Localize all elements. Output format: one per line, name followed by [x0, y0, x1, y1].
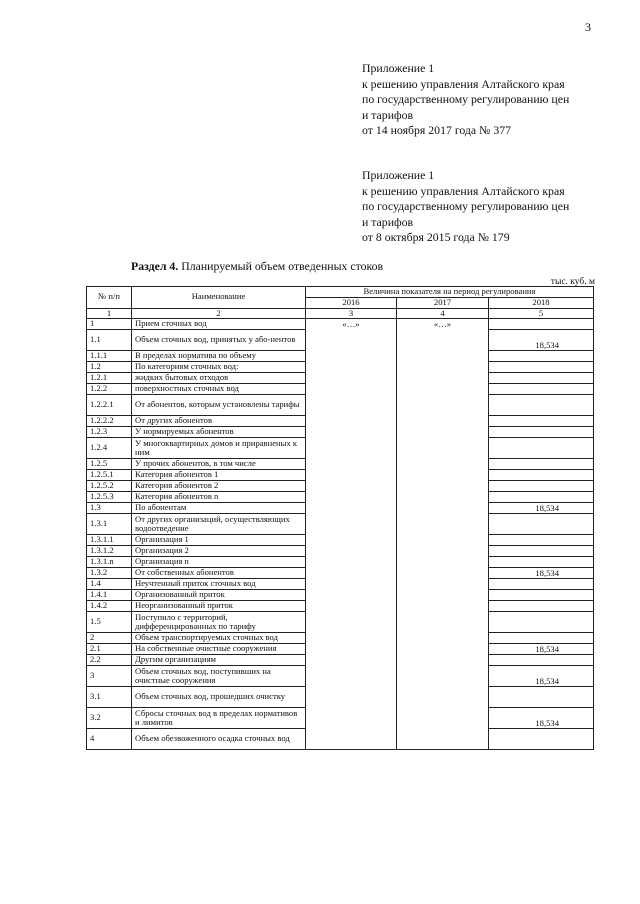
table-row	[87, 492, 594, 503]
header-year: 2016	[306, 297, 397, 308]
annex-title: Приложение 1	[362, 168, 435, 182]
row-number: 3	[87, 666, 132, 687]
header-period: Величина показателя на период регулирования	[306, 287, 594, 298]
annex-current-amendment	[362, 61, 569, 139]
value-2016	[306, 470, 397, 481]
row-number: 1.2.2	[87, 384, 132, 395]
value-2016	[306, 362, 397, 373]
value-2017	[397, 557, 489, 568]
value-2016	[306, 438, 397, 459]
value-2018	[489, 590, 594, 601]
row-name: Прием сточных вод	[132, 319, 306, 330]
row-number: 3.1	[87, 687, 132, 708]
row-number: 1.3.2	[87, 568, 132, 579]
value-2017	[397, 481, 489, 492]
table-row	[87, 395, 594, 416]
row-name: Организованный приток	[132, 590, 306, 601]
value-2016	[306, 395, 397, 416]
table-row	[87, 514, 594, 535]
row-number: 2	[87, 633, 132, 644]
row-number: 2.2	[87, 655, 132, 666]
row-name: Категория абонентов 1	[132, 470, 306, 481]
table-row	[87, 612, 594, 633]
value-2017	[397, 612, 489, 633]
table-row	[87, 470, 594, 481]
wastewater-volume-table	[86, 286, 594, 750]
value-2018	[489, 514, 594, 535]
value-2016	[306, 481, 397, 492]
annex-line: по государственному регулированию цен	[362, 199, 570, 214]
value-2016	[306, 644, 397, 655]
value-2018	[489, 395, 594, 416]
section-heading	[131, 259, 383, 274]
value-2018	[489, 416, 594, 427]
value-2016	[306, 351, 397, 362]
value-2016	[306, 655, 397, 666]
table-row	[87, 601, 594, 612]
annex-title: Приложение 1	[362, 61, 435, 75]
value-2018	[489, 557, 594, 568]
header-name: Наименование	[132, 287, 306, 309]
row-number: 1.3.1.1	[87, 535, 132, 546]
table-row	[87, 427, 594, 438]
value-2016	[306, 373, 397, 384]
row-name: Сбросы сточных вод в пределах нормативов и лимитов	[132, 708, 306, 729]
unit-label: тыс. куб. м	[550, 277, 595, 287]
row-name: Другим организациям	[132, 655, 306, 666]
row-number: 1.2.1	[87, 373, 132, 384]
row-name: На собственные очистные сооружения	[132, 644, 306, 655]
annex-previous-decision	[362, 168, 569, 246]
table-row	[87, 579, 594, 590]
header-year: 2018	[489, 297, 594, 308]
table-row	[87, 535, 594, 546]
row-name: От других абонентов	[132, 416, 306, 427]
value-2016: «…»	[306, 319, 397, 330]
value-2016	[306, 633, 397, 644]
row-name: От других организаций, осуществляющих водоотведение	[132, 514, 306, 535]
row-number: 1.2.2.1	[87, 395, 132, 416]
value-2018	[489, 459, 594, 470]
value-2017	[397, 644, 489, 655]
value-2018	[489, 546, 594, 557]
value-2017	[397, 373, 489, 384]
value-2017	[397, 590, 489, 601]
table-row	[87, 373, 594, 384]
row-number: 1.5	[87, 612, 132, 633]
table-body	[87, 319, 594, 750]
table-row	[87, 384, 594, 395]
value-2016	[306, 601, 397, 612]
value-2018	[489, 384, 594, 395]
annex-line: к решению управления Алтайского края	[362, 183, 565, 198]
table-row	[87, 644, 594, 655]
row-number: 1.3	[87, 503, 132, 514]
page-number: 3	[585, 20, 591, 34]
value-2018	[489, 427, 594, 438]
table-row	[87, 330, 594, 351]
value-2018	[489, 729, 594, 750]
value-2018	[489, 470, 594, 481]
column-number: 5	[489, 308, 594, 319]
table-row	[87, 438, 594, 459]
value-2017	[397, 503, 489, 514]
table-row	[87, 481, 594, 492]
annex-line: к решению управления Алтайского края	[362, 76, 565, 91]
row-name: Объем обезвоженного осадка сточных вод	[132, 729, 306, 750]
table-row	[87, 459, 594, 470]
value-2016	[306, 459, 397, 470]
value-2018	[489, 579, 594, 590]
row-name: У многоквартирных домов и приравненых к ним	[132, 438, 306, 459]
row-name: Объем транспортируемых сточных вод	[132, 633, 306, 644]
value-2018	[489, 351, 594, 362]
annex-line: и тарифов	[362, 214, 414, 229]
row-number: 1.3.1.2	[87, 546, 132, 557]
row-name: Объем сточных вод, поступивших на очистные сооружения	[132, 666, 306, 687]
table-row	[87, 319, 594, 330]
value-2018	[489, 612, 594, 633]
table-row	[87, 590, 594, 601]
value-2016	[306, 568, 397, 579]
table-row	[87, 503, 594, 514]
row-name: Объем сточных вод, принятых у або-нентов	[132, 330, 306, 351]
value-2016	[306, 384, 397, 395]
row-number: 1.1	[87, 330, 132, 351]
value-2017	[397, 729, 489, 750]
value-2017	[397, 687, 489, 708]
value-2018: 18,534	[489, 568, 594, 579]
value-2016	[306, 557, 397, 568]
row-name: Категория абонентов n	[132, 492, 306, 503]
value-2017	[397, 395, 489, 416]
table-row	[87, 687, 594, 708]
row-number: 1.4	[87, 579, 132, 590]
value-2017	[397, 633, 489, 644]
table-row	[87, 729, 594, 750]
value-2018	[489, 687, 594, 708]
value-2017	[397, 708, 489, 729]
value-2016	[306, 729, 397, 750]
row-number: 1.2.5.3	[87, 492, 132, 503]
value-2017	[397, 655, 489, 666]
row-number: 1.3.1.n	[87, 557, 132, 568]
value-2017	[397, 535, 489, 546]
value-2016	[306, 666, 397, 687]
row-name: Объем сточных вод, прошедших очистку	[132, 687, 306, 708]
value-2017	[397, 470, 489, 481]
row-number: 1.2.3	[87, 427, 132, 438]
value-2016	[306, 427, 397, 438]
header-num: № п/п	[87, 287, 132, 309]
table-row	[87, 666, 594, 687]
value-2018	[489, 373, 594, 384]
value-2016	[306, 687, 397, 708]
column-number: 4	[397, 308, 489, 319]
row-name: Категория абонентов 2	[132, 481, 306, 492]
value-2017	[397, 514, 489, 535]
value-2017	[397, 601, 489, 612]
table-row	[87, 351, 594, 362]
column-number: 3	[306, 308, 397, 319]
row-number: 2.1	[87, 644, 132, 655]
row-number: 1.1.1	[87, 351, 132, 362]
value-2018	[489, 655, 594, 666]
row-number: 3.2	[87, 708, 132, 729]
value-2018	[489, 601, 594, 612]
value-2018: 18,534	[489, 330, 594, 351]
value-2017	[397, 351, 489, 362]
value-2018: 18,534	[489, 644, 594, 655]
annex-date: от 14 ноября 2017 года № 377	[362, 123, 512, 138]
section-title: Планируемый объем отведенных стоков	[181, 259, 384, 273]
table-row	[87, 708, 594, 729]
value-2017	[397, 330, 489, 351]
header-year: 2017	[397, 297, 489, 308]
table-row	[87, 633, 594, 644]
table-row	[87, 362, 594, 373]
value-2016	[306, 590, 397, 601]
row-name: жидких бытовых отходов	[132, 373, 306, 384]
row-number: 1.2.5.1	[87, 470, 132, 481]
row-number: 1.2.4	[87, 438, 132, 459]
annex-line: по государственному регулированию цен	[362, 92, 570, 107]
value-2016	[306, 579, 397, 590]
section-label: Раздел 4.	[131, 259, 179, 273]
row-number: 1.2.5	[87, 459, 132, 470]
row-number: 4	[87, 729, 132, 750]
row-number: 1.3.1	[87, 514, 132, 535]
row-name: Поступило с территорий, дифференцированных по тарифу	[132, 612, 306, 633]
row-number: 1	[87, 319, 132, 330]
value-2017	[397, 579, 489, 590]
value-2017	[397, 568, 489, 579]
value-2017: «…»	[397, 319, 489, 330]
value-2017	[397, 416, 489, 427]
value-2017	[397, 666, 489, 687]
row-name: У нормируемых абонентов	[132, 427, 306, 438]
value-2018	[489, 633, 594, 644]
value-2016	[306, 514, 397, 535]
value-2016	[306, 492, 397, 503]
value-2016	[306, 708, 397, 729]
row-name: Организация 2	[132, 546, 306, 557]
table-row	[87, 568, 594, 579]
annex-line: и тарифов	[362, 107, 414, 122]
row-number: 1.2	[87, 362, 132, 373]
row-name: Неорганизованный приток	[132, 601, 306, 612]
row-number: 1.4.2	[87, 601, 132, 612]
value-2017	[397, 384, 489, 395]
value-2016	[306, 612, 397, 633]
value-2017	[397, 362, 489, 373]
row-number: 1.2.2.2	[87, 416, 132, 427]
value-2018	[489, 481, 594, 492]
value-2018: 18,534	[489, 503, 594, 514]
value-2018	[489, 362, 594, 373]
value-2018: 18,534	[489, 708, 594, 729]
value-2016	[306, 503, 397, 514]
row-name: Неучтенный приток сточных вод	[132, 579, 306, 590]
value-2016	[306, 535, 397, 546]
value-2017	[397, 427, 489, 438]
value-2017	[397, 438, 489, 459]
table-row	[87, 655, 594, 666]
value-2018	[489, 438, 594, 459]
row-name: По категориям сточных вод:	[132, 362, 306, 373]
row-number: 1.2.5.2	[87, 481, 132, 492]
value-2017	[397, 459, 489, 470]
annex-date: от 8 октября 2015 года № 179	[362, 230, 510, 245]
row-number: 1.4.1	[87, 590, 132, 601]
table-row	[87, 557, 594, 568]
value-2016	[306, 546, 397, 557]
row-name: Организация 1	[132, 535, 306, 546]
value-2017	[397, 546, 489, 557]
value-2018	[489, 319, 594, 330]
row-name: От абонентов, которым установлены тарифы	[132, 395, 306, 416]
value-2017	[397, 492, 489, 503]
row-name: поверхностных сточных вод	[132, 384, 306, 395]
value-2018	[489, 535, 594, 546]
row-name: У прочих абонентов, в том числе	[132, 459, 306, 470]
value-2018: 18,534	[489, 666, 594, 687]
column-number: 2	[132, 308, 306, 319]
row-name: От собственных абонентов	[132, 568, 306, 579]
value-2018	[489, 492, 594, 503]
row-name: Организация n	[132, 557, 306, 568]
value-2016	[306, 416, 397, 427]
table-row	[87, 546, 594, 557]
row-name: По абонентам	[132, 503, 306, 514]
value-2016	[306, 330, 397, 351]
row-name: В пределах норматива по объему	[132, 351, 306, 362]
table-row	[87, 416, 594, 427]
column-number: 1	[87, 308, 132, 319]
